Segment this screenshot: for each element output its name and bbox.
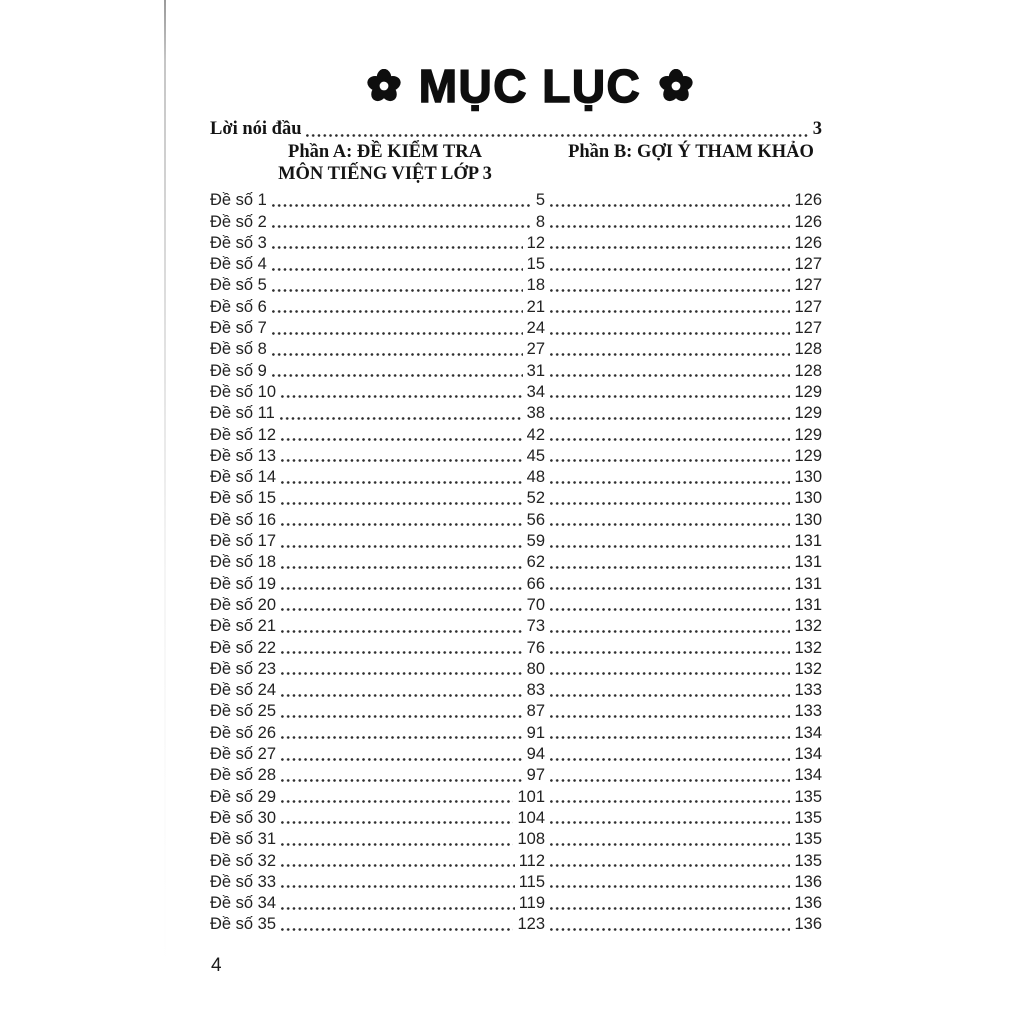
toc-row-part-a (210, 511, 545, 530)
dot-leader (281, 395, 523, 398)
toc-row-part-a (210, 213, 545, 232)
toc-entry-label: Đề số 1 (210, 191, 267, 210)
preface-row (210, 119, 822, 140)
toc-entry-page-b: 136 (794, 915, 822, 934)
toc-row (210, 508, 822, 529)
toc-entry-page-a: 34 (526, 382, 545, 401)
dot-leader (281, 694, 523, 697)
toc-entry-page-a: 97 (526, 766, 545, 785)
part-b-line1: Phần B: GỢI Ý THAM KHẢO (568, 142, 814, 162)
toc-row (210, 359, 822, 380)
toc-row (210, 807, 822, 828)
toc-entry-label: Đề số 15 (210, 489, 277, 508)
toc-row (210, 721, 822, 742)
toc-row (210, 338, 822, 359)
toc-entry-label: Đề số 21 (210, 617, 277, 636)
toc-entry-page-a: 70 (526, 595, 545, 614)
dot-leader (281, 779, 523, 782)
toc-entry-label: Đề số 3 (210, 233, 267, 252)
toc-entry-page-a: 108 (517, 830, 545, 849)
toc-entry-label: Đề số 14 (210, 468, 277, 487)
toc-row (210, 274, 822, 295)
toc-row (210, 317, 822, 338)
dot-leader (281, 630, 523, 633)
toc-entry-page-b: 129 (794, 404, 822, 423)
toc-entry-page-b: 126 (794, 233, 822, 252)
toc-entry-page-a: 12 (526, 233, 545, 252)
toc-entry-page-b: 130 (794, 468, 822, 487)
dot-leader (550, 395, 790, 398)
dot-leader (550, 715, 790, 718)
toc-row-part-a (210, 340, 545, 359)
toc-row-part-a (210, 575, 545, 594)
page-title-row (210, 60, 850, 113)
dot-leader (272, 353, 523, 356)
dot-leader (550, 438, 790, 441)
toc-entry-page-b: 135 (794, 851, 822, 870)
preface-page-number: 3 (812, 119, 822, 139)
toc-entry-page-a: 87 (526, 702, 545, 721)
toc-entry-page-b: 129 (794, 382, 822, 401)
page-title: MỤC LỤC (418, 60, 642, 112)
toc-entry-page-b: 131 (794, 553, 822, 572)
toc-entry-page-b: 136 (794, 872, 822, 891)
dot-leader (281, 566, 523, 569)
toc-row (210, 487, 822, 508)
toc-entry-page-a: 101 (517, 787, 545, 806)
toc-row-part-a (210, 830, 545, 849)
dot-leader (550, 928, 790, 931)
toc-entry-label: Đề số 7 (210, 319, 267, 338)
dot-leader (281, 523, 523, 526)
dot-leader (550, 353, 790, 356)
toc-row (210, 658, 822, 679)
dot-leader (281, 608, 523, 611)
toc-entry-page-a: 15 (526, 255, 545, 274)
toc-row-part-a (210, 617, 545, 636)
dot-leader (281, 651, 523, 654)
dot-leader (281, 885, 515, 888)
dot-leader (281, 928, 513, 931)
toc-row-part-a (210, 766, 545, 785)
toc-entry-label: Đề số 30 (210, 808, 277, 827)
dot-leader (550, 417, 790, 420)
toc-entry-label: Đề số 11 (210, 404, 275, 423)
toc-entry-label: Đề số 4 (210, 255, 267, 274)
dot-leader (550, 608, 790, 611)
toc-entry-page-a: 5 (535, 191, 545, 210)
toc-entry-page-b: 127 (794, 319, 822, 338)
florette-icon (367, 69, 401, 103)
dot-leader (272, 289, 523, 292)
toc-row-part-a (210, 489, 545, 508)
toc-entry-page-b: 131 (794, 532, 822, 551)
toc-entry-page-b: 132 (794, 659, 822, 678)
dot-leader (550, 779, 790, 782)
toc-row-part-a (210, 255, 545, 274)
dot-leader (272, 246, 523, 249)
toc-entry-label: Đề số 18 (210, 553, 277, 572)
dot-leader (281, 800, 513, 803)
dot-leader (550, 587, 790, 590)
toc-row-part-a (210, 298, 545, 317)
toc-entry-page-a: 91 (526, 723, 545, 742)
toc-row-part-a (210, 404, 545, 423)
dot-leader (550, 225, 790, 228)
dot-leader (550, 694, 790, 697)
toc-row (210, 295, 822, 316)
toc-entry-label: Đề số 34 (210, 894, 277, 913)
toc-entry-page-b: 132 (794, 638, 822, 657)
toc-entry-page-a: 104 (517, 808, 545, 827)
toc-entry-page-a: 45 (526, 446, 545, 465)
toc-row-part-a (210, 894, 545, 913)
folio-page-number: 4 (211, 955, 222, 976)
toc-entry-page-a: 115 (518, 872, 545, 891)
toc-row (210, 892, 822, 913)
toc-entry-page-b: 135 (794, 808, 822, 827)
dot-leader (550, 523, 790, 526)
toc-entry-page-b: 130 (794, 489, 822, 508)
toc-entry-page-b: 128 (794, 340, 822, 359)
toc-entry-label: Đề số 31 (210, 830, 277, 849)
toc-row (210, 402, 822, 423)
toc-row (210, 381, 822, 402)
dot-leader (281, 672, 523, 675)
toc-row (210, 253, 822, 274)
toc-entry-page-a: 8 (535, 212, 545, 231)
toc-entry-page-b: 126 (794, 191, 822, 210)
dot-leader (550, 672, 790, 675)
toc-entry-page-a: 52 (526, 489, 545, 508)
toc-entry-page-b: 135 (794, 830, 822, 849)
toc-entry-label: Đề số 9 (210, 361, 267, 380)
dot-leader (550, 821, 790, 824)
section-header-part-b (560, 142, 822, 185)
toc-row-part-a (210, 873, 545, 892)
toc-entry-page-a: 27 (526, 340, 545, 359)
toc-entry-page-b: 136 (794, 894, 822, 913)
dot-leader (281, 864, 515, 867)
part-a-line2: MÔN TIẾNG VIỆT LỚP 3 (278, 163, 492, 184)
toc-entry-label: Đề số 27 (210, 745, 277, 764)
dot-leader (550, 885, 790, 888)
toc-entry-page-a: 18 (526, 276, 545, 295)
toc-row (210, 615, 822, 636)
toc-row (210, 466, 822, 487)
dot-leader (550, 289, 790, 292)
dot-leader (550, 907, 790, 910)
toc-row-part-a (210, 276, 545, 295)
dot-leader (281, 545, 523, 548)
dot-leader (281, 438, 523, 441)
toc-row-part-a (210, 383, 545, 402)
toc-entry-page-b: 127 (794, 255, 822, 274)
toc-entry-label: Đề số 35 (210, 915, 277, 934)
dot-leader (550, 651, 790, 654)
toc-entry-page-b: 131 (794, 574, 822, 593)
toc-entry-page-a: 62 (526, 553, 545, 572)
toc-entry-page-a: 56 (526, 510, 545, 529)
toc-entry-label: Đề số 26 (210, 723, 277, 742)
toc-entry-page-a: 73 (526, 617, 545, 636)
toc-row-part-a (210, 681, 545, 700)
dot-leader (281, 715, 523, 718)
preface-label: Lời nói đầu (210, 119, 302, 139)
toc-row-part-a (210, 915, 545, 934)
toc-row (210, 594, 822, 615)
toc-entry-page-a: 21 (526, 297, 545, 316)
dot-leader (280, 417, 523, 420)
toc-row (210, 445, 822, 466)
dot-leader (550, 864, 790, 867)
toc-entry-page-b: 134 (794, 766, 822, 785)
toc-entry-label: Đề số 16 (210, 510, 277, 529)
toc-row-part-a (210, 724, 545, 743)
toc-row-part-a (210, 809, 545, 828)
toc-row-part-a (210, 234, 545, 253)
toc-entry-page-b: 135 (794, 787, 822, 806)
toc-row-part-a (210, 639, 545, 658)
toc-row (210, 232, 822, 253)
toc-entry-label: Đề số 19 (210, 574, 277, 593)
toc-row (210, 785, 822, 806)
toc-row-part-a (210, 426, 545, 445)
toc-entry-label: Đề số 23 (210, 659, 277, 678)
dot-leader (281, 907, 515, 910)
toc-row-part-a (210, 532, 545, 551)
toc-row-part-a (210, 468, 545, 487)
dot-leader (281, 481, 523, 484)
dot-leader (550, 800, 790, 803)
toc-entry-page-a: 83 (526, 681, 545, 700)
toc-entry-page-a: 31 (526, 361, 545, 380)
toc-entry-label: Đề số 6 (210, 297, 267, 316)
toc-entry-page-a: 119 (518, 894, 545, 913)
toc-entry-page-b: 130 (794, 510, 822, 529)
dot-leader (550, 459, 790, 462)
toc-row-part-a (210, 362, 545, 381)
toc-row (210, 572, 822, 593)
toc-entry-page-b: 128 (794, 361, 822, 380)
dot-leader (272, 310, 523, 313)
dot-leader (272, 225, 532, 228)
toc-entry-page-a: 42 (526, 425, 545, 444)
dot-leader (281, 843, 513, 846)
toc-entry-page-b: 127 (794, 276, 822, 295)
toc-row-part-a (210, 702, 545, 721)
toc-row-part-a (210, 788, 545, 807)
dot-leader (550, 758, 790, 761)
toc-entry-page-b: 129 (794, 446, 822, 465)
florette-icon (659, 69, 693, 103)
dot-leader (550, 566, 790, 569)
toc-entry-label: Đề số 13 (210, 446, 277, 465)
toc-entry-label: Đề số 24 (210, 681, 277, 700)
toc-entry-page-b: 127 (794, 297, 822, 316)
dot-leader (550, 736, 790, 739)
toc-entry-label: Đề số 2 (210, 212, 267, 231)
toc-row (210, 551, 822, 572)
dot-leader (272, 332, 523, 335)
toc-row-part-a (210, 319, 545, 338)
toc-entry-label: Đề số 28 (210, 766, 277, 785)
toc-entry-label: Đề số 25 (210, 702, 277, 721)
dot-leader (272, 374, 523, 377)
toc-row (210, 871, 822, 892)
toc-row-part-a (210, 447, 545, 466)
toc-row-part-a (210, 553, 545, 572)
toc-entry-page-a: 123 (517, 915, 545, 934)
toc-entry-page-b: 134 (794, 723, 822, 742)
dot-leader (550, 374, 790, 377)
dot-leader (306, 134, 808, 137)
toc-entry-label: Đề số 17 (210, 532, 277, 551)
toc-entry-page-b: 126 (794, 212, 822, 231)
toc-entry-page-b: 133 (794, 702, 822, 721)
toc-row (210, 423, 822, 444)
toc-entry-page-a: 112 (518, 851, 545, 870)
toc-row-part-a (210, 596, 545, 615)
dot-leader (281, 821, 513, 824)
toc-entry-label: Đề số 12 (210, 425, 277, 444)
dot-leader (281, 459, 523, 462)
dot-leader (550, 481, 790, 484)
toc-row (210, 828, 822, 849)
toc-row-part-a (210, 660, 545, 679)
page-edge-line (164, 0, 166, 1024)
dot-leader (550, 310, 790, 313)
toc-entry-page-b: 129 (794, 425, 822, 444)
toc-row (210, 210, 822, 231)
toc-entry-page-a: 94 (526, 745, 545, 764)
dot-leader (281, 587, 523, 590)
toc-row (210, 189, 822, 210)
toc-row-part-a (210, 852, 545, 871)
toc-entry-page-b: 132 (794, 617, 822, 636)
dot-leader (281, 758, 523, 761)
toc-entry-label: Đề số 22 (210, 638, 277, 657)
toc-entry-label: Đề số 29 (210, 787, 277, 806)
toc-entry-page-a: 66 (526, 574, 545, 593)
toc-entry-page-b: 131 (794, 595, 822, 614)
toc-entry-label: Đề số 8 (210, 340, 267, 359)
toc-entry-label: Đề số 33 (210, 872, 277, 891)
part-a-line1: Phần A: ĐỀ KIỂM TRA (288, 142, 482, 162)
dot-leader (272, 204, 532, 207)
toc-entry-page-a: 24 (526, 319, 545, 338)
toc-row (210, 849, 822, 870)
dot-leader (281, 502, 523, 505)
toc-list (210, 189, 822, 934)
dot-leader (550, 843, 790, 846)
toc-row (210, 679, 822, 700)
dot-leader (272, 268, 523, 271)
toc-entry-page-a: 59 (526, 532, 545, 551)
dot-leader (550, 204, 790, 207)
dot-leader (550, 502, 790, 505)
toc-entry-label: Đề số 20 (210, 595, 277, 614)
toc-entry-page-b: 134 (794, 745, 822, 764)
toc-entry-label: Đề số 10 (210, 382, 277, 401)
toc-entry-label: Đề số 5 (210, 276, 267, 295)
toc-row (210, 530, 822, 551)
section-header-part-a (210, 142, 560, 185)
dot-leader (550, 332, 790, 335)
toc-entry-page-a: 38 (526, 404, 545, 423)
toc-entry-label: Đề số 32 (210, 851, 277, 870)
toc-row (210, 764, 822, 785)
toc-row (210, 913, 822, 934)
toc-entry-page-a: 80 (526, 659, 545, 678)
dot-leader (550, 268, 790, 271)
dot-leader (281, 736, 523, 739)
toc-row (210, 743, 822, 764)
toc-row-part-a (210, 745, 545, 764)
section-headers (210, 142, 822, 185)
dot-leader (550, 630, 790, 633)
toc-entry-page-b: 133 (794, 681, 822, 700)
toc-entry-page-a: 48 (526, 468, 545, 487)
dot-leader (550, 545, 790, 548)
dot-leader (550, 246, 790, 249)
toc-row (210, 636, 822, 657)
toc-row (210, 700, 822, 721)
toc-entry-page-a: 76 (526, 638, 545, 657)
toc-row-part-a (210, 191, 545, 210)
